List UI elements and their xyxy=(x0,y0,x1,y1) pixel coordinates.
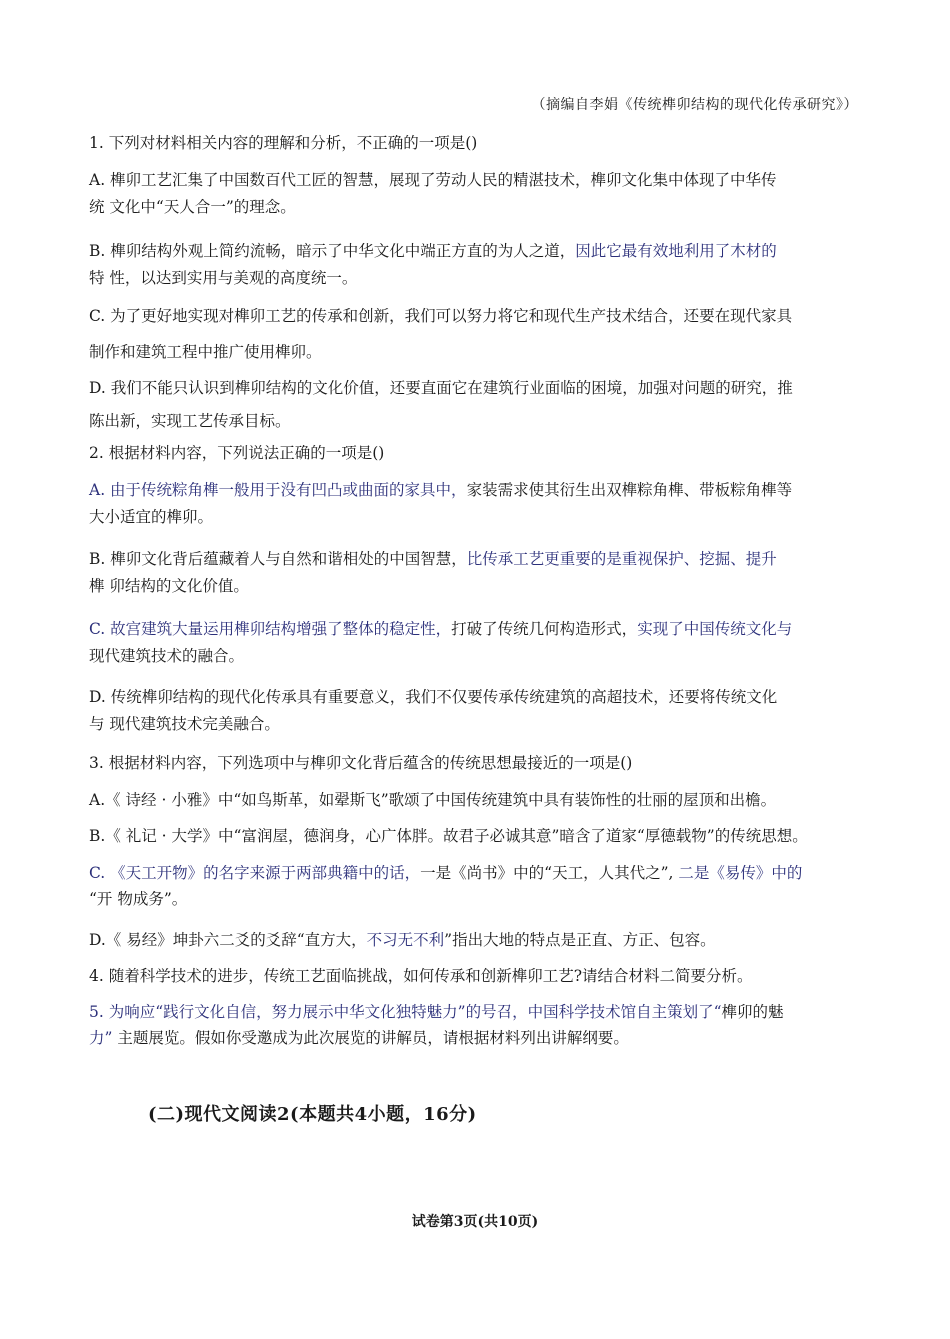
question-2-option-c-line2: 现代建筑技术的融合。 xyxy=(89,647,245,665)
question-2-option-a-line2: 大小适宜的榫卯。 xyxy=(89,508,214,526)
question-4-stem: 4. 随着科学技术的进步，传统工艺面临挑战，如何传承和创新榫卯工艺?请结合材料二简要分析。 xyxy=(89,967,753,985)
q2c-text-1: C. 故宫建筑大量运用榫卯结构增强了整体的稳定性， xyxy=(89,620,452,638)
q3c-text-2: 一是《尚书》中的“天工，人其代之”, xyxy=(420,864,679,882)
question-3-option-b: B.《 礼记 · 大学》中“富润屋，德润身，心广体胖。故君子必诚其意”暗含了道家“厚德载物”的传统思想。 xyxy=(89,827,808,845)
q5-text-4: 主题展览。假如你受邀成为此次展览的讲解员，请根据材料列出讲解纲要。 xyxy=(112,1029,629,1047)
question-2-stem: 2. 根据材料内容，下列说法正确的一项是() xyxy=(89,444,385,462)
question-2-option-a-line1 xyxy=(89,479,858,501)
question-3-option-c-line1 xyxy=(89,862,858,884)
question-2-option-b-line2: 榫 卯结构的文化价值。 xyxy=(89,577,249,595)
q5-text-2: 榫卯的魅 xyxy=(721,1003,784,1021)
source-citation: （摘编自李娟《传统榫卯结构的现代化传承研究》） xyxy=(531,97,858,113)
question-2-option-d-line2: 与 现代建筑技术完美融合。 xyxy=(89,715,280,733)
section-heading: (二)现代文阅读2(本题共4小题，16分) xyxy=(148,1104,477,1125)
q3d-text-1: D.《 易经》坤卦六二爻的爻辞“直方大， xyxy=(89,931,367,949)
question-1-option-a-line2: 统 文化中“天人合一”的理念。 xyxy=(89,198,296,216)
question-2-option-c-line1 xyxy=(89,618,858,640)
question-1-option-b-line2: 特 性，以达到实用与美观的高度统一。 xyxy=(89,269,358,287)
question-5-line2 xyxy=(89,1027,858,1049)
page-footer: 试卷第3页(共10页) xyxy=(411,1214,539,1230)
q2c-text-3: 实现了中国传统文化与 xyxy=(637,620,793,638)
question-3-stem: 3. 根据材料内容，下列选项中与榫卯文化背后蕴含的传统思想最接近的一项是() xyxy=(89,754,633,772)
question-2-option-b-line1 xyxy=(89,548,858,570)
question-5-line1 xyxy=(89,1001,858,1023)
question-2-option-d-line1: D. 传统榫卯结构的现代化传承具有重要意义，我们不仅要传承传统建筑的高超技术，还要将传统文化 xyxy=(89,688,778,706)
q3c-text-3: 二是《易传》中的 xyxy=(678,864,803,882)
q3c-text-1: C. 《天工开物》的名字来源于两部典籍中的话， xyxy=(89,864,421,882)
q2b-text-1: B. 榫卯文化背后蕴藏着人与自然和谐相处的中国智慧， xyxy=(89,550,467,568)
q2b-text-2: 比传承工艺更重要的是重视保护、挖掘、提升 xyxy=(466,550,777,568)
q3d-text-2: 不习无不利 xyxy=(366,931,445,949)
question-3-option-a: A.《 诗经 · 小雅》中“如鸟斯革，如翚斯飞”歌颂了中国传统建筑中具有装饰性的壮丽的屋顶和出檐。 xyxy=(89,791,777,809)
q2c-text-2: 打破了传统几何构造形式， xyxy=(451,620,638,638)
q1b-text-2: 因此它最有效地利用了木材的 xyxy=(575,242,777,260)
question-1-option-d-line1: D. 我们不能只认识到榫卯结构的文化价值，还要直面它在建筑行业面临的困境，加强对问题的研究，推 xyxy=(89,379,793,397)
q1b-text-1: B. 榫卯结构外观上简约流畅，暗示了中华文化中端正方直的为人之道， xyxy=(89,242,576,260)
question-1-option-a-line1: A. 榫卯工艺汇集了中国数百代工匠的智慧，展现了劳动人民的精湛技术，榫卯文化集中体现了中华传 xyxy=(89,171,777,189)
question-3-option-d xyxy=(89,929,858,951)
q2a-text-2: 家装需求使其衍生出双榫粽角榫、带板粽角榫等 xyxy=(466,481,793,499)
q5-text-1: 5. 为响应“践行文化自信，努力展示中华文化独特魅力”的号召，中国科学技术馆自主策划了“ xyxy=(89,1003,722,1021)
question-1-option-b-line1 xyxy=(89,240,858,262)
q5-text-3: 力” xyxy=(89,1029,113,1047)
question-1-option-d-line2: 陈出新，实现工艺传承目标。 xyxy=(89,412,291,430)
question-1-option-c-line1: C. 为了更好地实现对榫卯工艺的传承和创新，我们可以努力将它和现代生产技术结合，还要在现代家具 xyxy=(89,307,793,325)
question-1-option-c-line2: 制作和建筑工程中推广使用榫卯。 xyxy=(89,343,322,361)
q3d-text-3: ”指出大地的特点是正直、方正、包容。 xyxy=(444,931,716,949)
question-3-option-c-line2: “开 物成务”。 xyxy=(89,890,188,908)
question-1-stem: 1. 下列对材料相关内容的理解和分析，不正确的一项是() xyxy=(89,134,478,152)
q2a-text-1: A. 由于传统粽角榫一般用于没有凹凸或曲面的家具中， xyxy=(89,481,467,499)
